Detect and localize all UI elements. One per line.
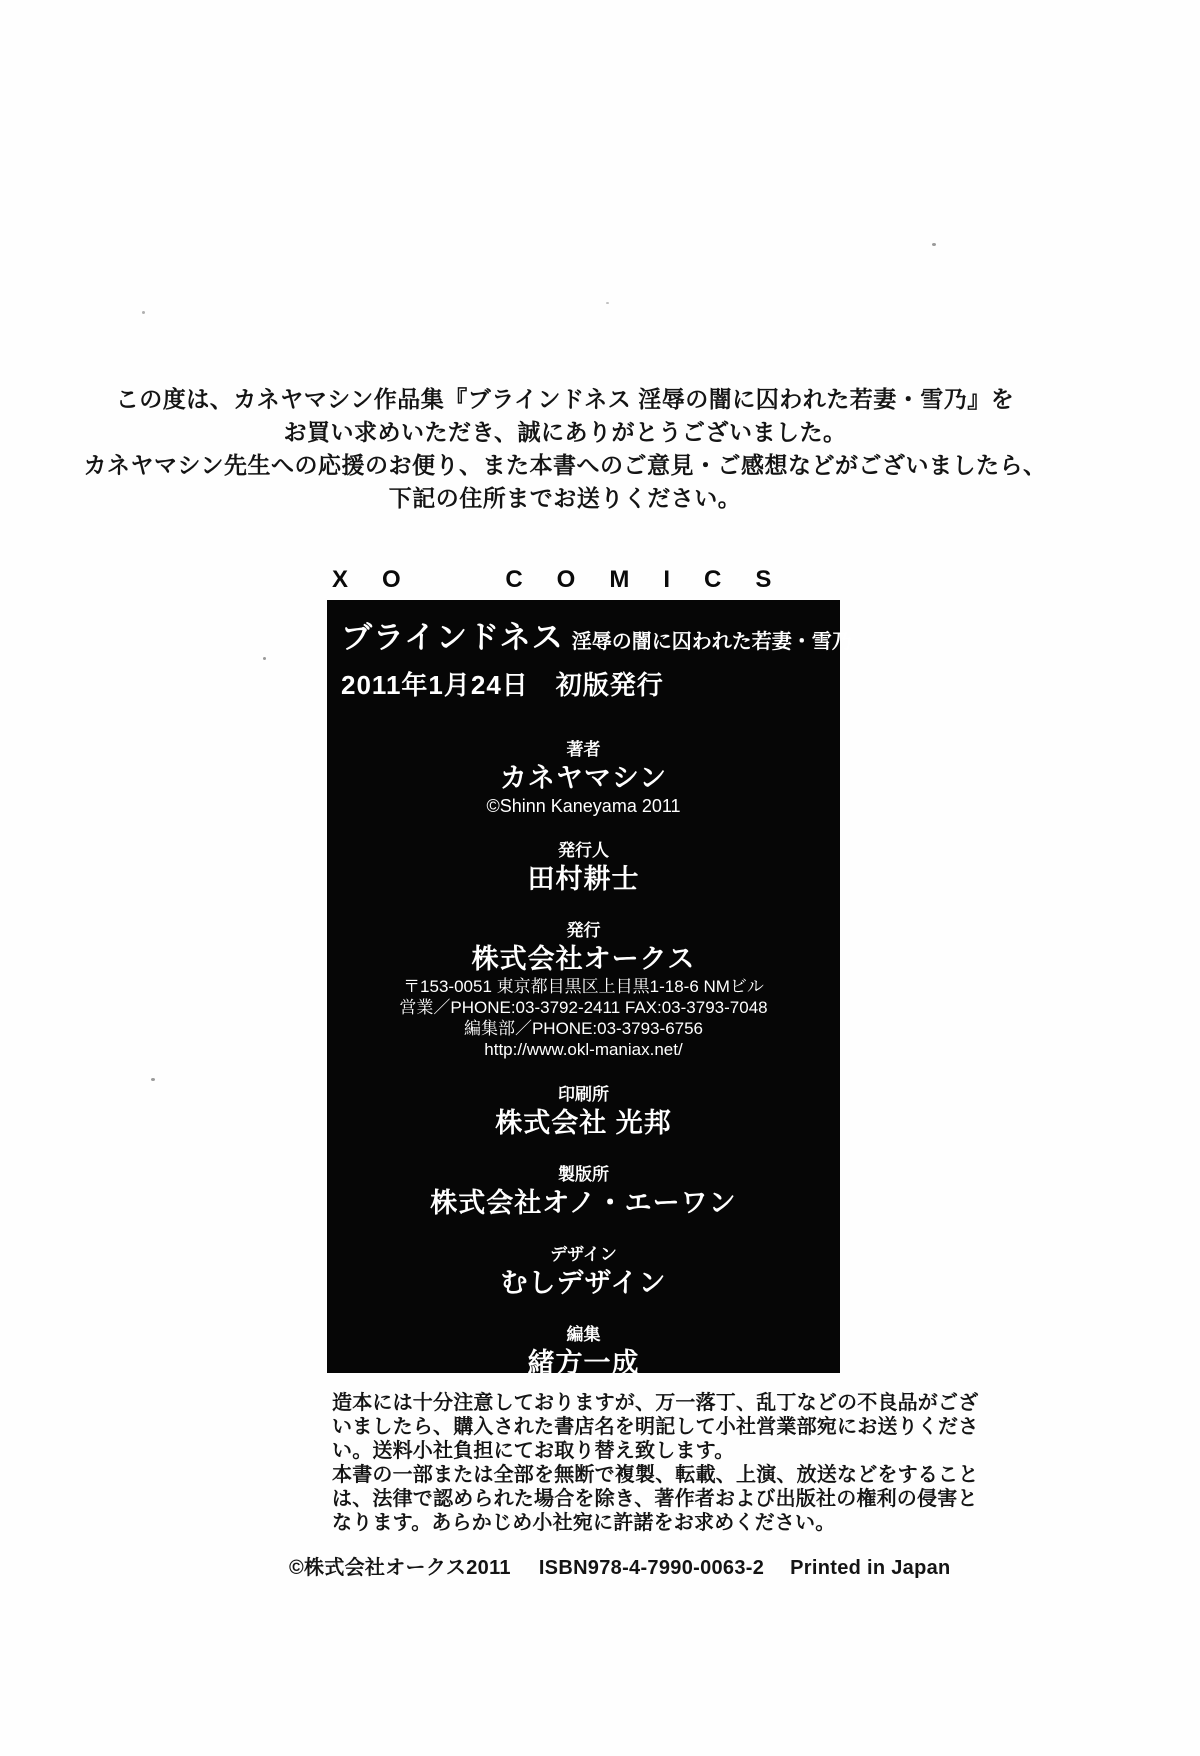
- section-label: 製版所: [558, 1165, 609, 1184]
- footer-copyright: ©株式会社オークス2011: [289, 1557, 511, 1579]
- scan-speckle: [263, 657, 266, 660]
- designer-name: むしデザイン: [500, 1268, 667, 1298]
- legal-notice: [332, 1391, 978, 1535]
- scan-speckle: [932, 243, 936, 246]
- section-printer: [341, 1085, 826, 1140]
- colophon-sections: [341, 740, 826, 1380]
- notice-line: 本書の一部または全部を無断で複製、転載、上演、放送などをすること: [332, 1464, 979, 1486]
- footer-isbn: ISBN978-4-7990-0063-2: [538, 1557, 765, 1579]
- intro-line: この度は、カネヤマシン作品集『ブラインドネス 淫辱の闇に囚われた若妻・雪乃』を: [115, 386, 1015, 412]
- section-publisher-person: [341, 841, 826, 896]
- section-design: [341, 1245, 826, 1300]
- publisher-company-name: 株式会社オークス: [471, 944, 696, 974]
- section-label: デザイン: [550, 1245, 617, 1264]
- section-label: 著者: [566, 740, 601, 759]
- intro-line: お買い求めいただき、誠にありがとうございました。: [283, 419, 847, 445]
- edition-date: 2011年1月24日 初版発行: [341, 670, 664, 700]
- platemaker-name: 株式会社オノ・エーワン: [430, 1188, 737, 1218]
- publisher-person-name: 田村耕士: [527, 864, 640, 894]
- publisher-phone-editorial: 編集部／PHONE:03-3793-6756: [463, 1019, 704, 1038]
- section-label: 発行人: [558, 841, 609, 860]
- xo-comics-logo: XO COMICS: [332, 566, 806, 593]
- section-author: [341, 740, 826, 816]
- intro-paragraph: [0, 383, 1130, 515]
- editor-name: 緒方一成: [527, 1348, 640, 1378]
- notice-line: なります。あらかじめ小社宛に許諾をお求めください。: [332, 1512, 836, 1534]
- notice-line: い。送料小社負担にてお取り替え致します。: [332, 1440, 735, 1462]
- book-title-main: ブラインドネス: [341, 620, 564, 655]
- intro-line: カネヤマシン先生への応援のお便り、また本書へのご意見・ご感想などがございましたら、: [83, 452, 1047, 478]
- book-title-row: [341, 612, 852, 657]
- section-label: 印刷所: [558, 1085, 609, 1104]
- publisher-address: 〒153-0051 東京都目黒区上目黒1-18-6 NMビル: [403, 977, 764, 996]
- scan-speckle: [606, 302, 609, 304]
- author-name: カネヤマシン: [499, 763, 668, 793]
- section-publisher-company: [341, 921, 826, 1060]
- colophon-box: [327, 600, 852, 1378]
- section-editor: [341, 1325, 826, 1380]
- footer-printed-in: Printed in Japan: [790, 1557, 951, 1579]
- scan-speckle: [151, 1078, 155, 1081]
- section-platemaker: [341, 1165, 826, 1220]
- section-label: 発行: [566, 921, 601, 940]
- section-label: 編集: [566, 1325, 601, 1344]
- scan-speckle: [142, 311, 145, 314]
- author-copyright: ©Shinn Kaneyama 2011: [486, 796, 681, 816]
- intro-line: 下記の住所までお送りください。: [388, 485, 742, 511]
- notice-line: いましたら、購入された書店名を明記して小社営業部宛にお送りくださ: [332, 1416, 979, 1438]
- footer-line: [289, 1551, 951, 1580]
- publisher-phone-sales: 営業／PHONE:03-3792-2411 FAX:03-3793-7048: [399, 998, 768, 1017]
- printer-name: 株式会社 光邦: [495, 1108, 672, 1138]
- book-title-subtitle: 淫辱の闇に囚われた若妻・雪乃: [571, 631, 852, 653]
- notice-line: は、法律で認められた場合を除き、著作者および出版社の権利の侵害と: [332, 1488, 978, 1510]
- publisher-url: http://www.okl-maniax.net/: [484, 1040, 683, 1059]
- notice-line: 造本には十分注意しておりますが、万一落丁、乱丁などの不良品がござ: [332, 1392, 979, 1414]
